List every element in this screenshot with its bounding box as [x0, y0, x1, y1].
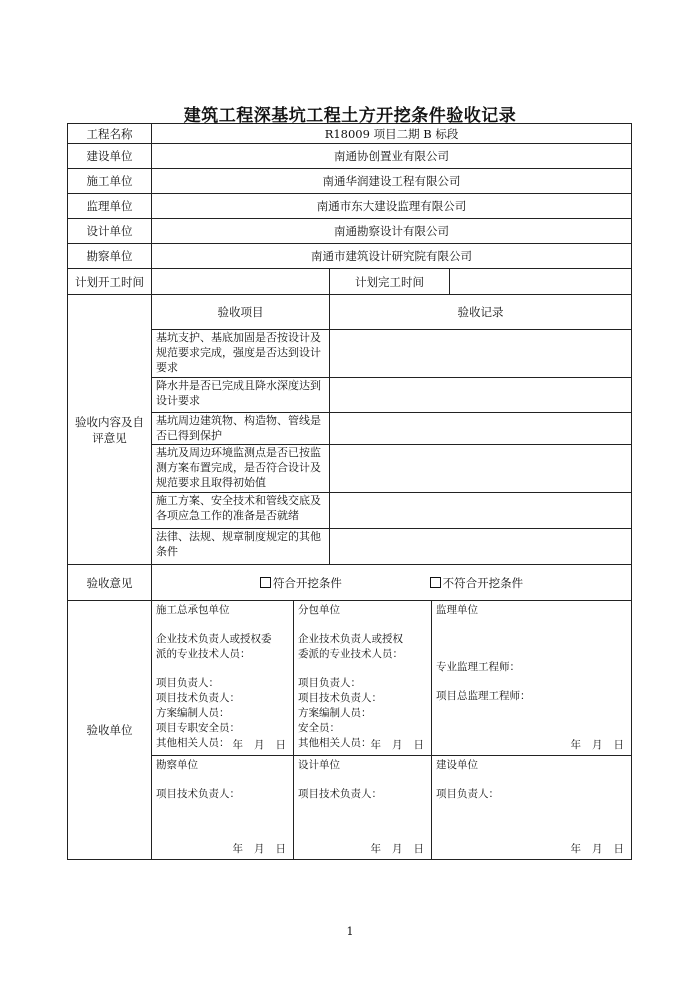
- page-number: 1: [346, 925, 354, 938]
- design-unit-label: 设计单位: [68, 219, 152, 244]
- inspection-row: [68, 413, 632, 445]
- gc-tech-lead-line2: 派的专业技术人员：: [156, 648, 251, 660]
- row-construction-unit: [68, 144, 632, 169]
- gc-safety-officer: 项目专职安全员：: [156, 722, 240, 734]
- date-line: [223, 842, 288, 857]
- inspection-section-label: 验收内容及自评意见: [68, 295, 152, 565]
- inspection-row: [68, 378, 632, 413]
- date-year: 年: [232, 739, 244, 751]
- document-title: 建筑工程深基坑工程土方开挖条件验收记录: [183, 106, 517, 126]
- row-acceptance-upper: [68, 601, 632, 756]
- date-line: [561, 842, 626, 857]
- date-year: 年: [370, 739, 382, 751]
- general-contractor-cell[interactable]: [152, 601, 294, 756]
- sub-tech-lead-line1: 企业技术负责人或授权: [298, 633, 403, 645]
- date-line: [361, 842, 426, 857]
- option-meets-conditions[interactable]: [260, 576, 342, 590]
- construction-unit-label: 建设单位: [68, 144, 152, 169]
- survey-cell[interactable]: [152, 756, 294, 860]
- plan-end-value[interactable]: [450, 269, 632, 295]
- plan-start-value[interactable]: [152, 269, 330, 295]
- row-builder-unit: [68, 169, 632, 194]
- row-project-name: [68, 124, 632, 144]
- date-year: 年: [370, 843, 382, 855]
- inspection-item: 基坑周边建筑物、构造物、管线是否已得到保护: [152, 413, 330, 445]
- date-month: 月: [392, 843, 404, 855]
- date-day: 日: [613, 843, 626, 855]
- gc-other-personnel: 其他相关人员：: [156, 737, 230, 749]
- sub-project-manager: 项目负责人：: [298, 677, 361, 689]
- acceptance-label: 验收单位: [68, 601, 152, 860]
- option-yes-label: 符合开挖条件: [272, 575, 342, 590]
- date-line: [561, 738, 626, 753]
- row-plan-dates: [68, 269, 632, 295]
- supervisor-engineer: 专业监理工程师：: [436, 661, 520, 673]
- date-month: 月: [254, 843, 266, 855]
- option-no-label: 不符合开挖条件: [442, 575, 524, 590]
- inspection-row: [68, 529, 632, 565]
- inspection-item: 基坑及周边环境监测点是否已按监测方案布置完成，是否符合设计及规范要求且取得初始值: [152, 445, 330, 493]
- date-day: 日: [275, 843, 287, 855]
- inspection-row: [68, 493, 632, 529]
- date-month: 月: [254, 739, 266, 751]
- builder-unit-label: 施工单位: [68, 169, 152, 194]
- date-day: 日: [613, 739, 626, 751]
- inspection-item: 施工方案、安全技术和管线交底及各项应急工作的准备是否就绪: [152, 493, 330, 529]
- row-survey-unit: [68, 244, 632, 269]
- design-tech-lead: 项目技术负责人：: [298, 788, 382, 800]
- inspection-record[interactable]: [330, 378, 632, 413]
- inspection-record[interactable]: [330, 445, 632, 493]
- row-opinion: [68, 565, 632, 601]
- checkbox-icon[interactable]: [260, 577, 271, 588]
- construction-unit-value[interactable]: 南通协创置业有限公司: [152, 144, 632, 169]
- gc-project-tech-lead: 项目技术负责人：: [156, 692, 240, 704]
- date-year: 年: [570, 843, 583, 855]
- date-day: 日: [413, 739, 425, 751]
- inspection-record[interactable]: [330, 529, 632, 565]
- plan-start-label: 计划开工时间: [68, 269, 152, 295]
- inspection-item: 基坑支护、基底加固是否按设计及规范要求完成，强度是否达到设计要求: [152, 330, 330, 378]
- opinion-label: 验收意见: [68, 565, 152, 601]
- sub-tech-lead-line2: 委派的专业技术人员：: [298, 648, 403, 660]
- date-month: 月: [592, 739, 604, 751]
- client-title: 建设单位: [436, 759, 478, 771]
- survey-tech-lead: 项目技术负责人：: [156, 788, 240, 800]
- inspection-record[interactable]: [330, 493, 632, 529]
- sub-other-personnel: 其他相关人员：: [298, 737, 372, 749]
- inspection-item: 法律、法规、规章制度规定的其他条件: [152, 529, 330, 565]
- project-name-value[interactable]: R18009 项目二期 B 标段: [152, 124, 632, 144]
- builder-unit-value[interactable]: 南通华润建设工程有限公司: [152, 169, 632, 194]
- gc-project-manager: 项目负责人：: [156, 677, 219, 689]
- supervision-unit-value[interactable]: 南通市东大建设监理有限公司: [152, 194, 632, 219]
- checkbox-icon[interactable]: [430, 577, 441, 588]
- row-acceptance-lower: [68, 756, 632, 860]
- survey-title: 勘察单位: [156, 759, 198, 771]
- date-line: [223, 738, 288, 753]
- row-supervision-unit: [68, 194, 632, 219]
- supervisor-cell[interactable]: [432, 601, 632, 756]
- inspection-record[interactable]: [330, 330, 632, 378]
- supervisor-title: 监理单位: [436, 604, 478, 616]
- survey-unit-label: 勘察单位: [68, 244, 152, 269]
- subcontractor-title: 分包单位: [298, 604, 340, 616]
- project-name-label: 工程名称: [68, 124, 152, 144]
- general-contractor-title: 施工总承包单位: [156, 604, 230, 616]
- acceptance-form: [67, 123, 632, 860]
- inspection-row: [68, 445, 632, 493]
- date-year: 年: [232, 843, 244, 855]
- sub-safety-officer: 安全员：: [298, 722, 340, 734]
- sub-plan-author: 方案编制人员：: [298, 707, 372, 719]
- client-project-manager: 项目负责人：: [436, 788, 499, 800]
- date-line: [361, 738, 426, 753]
- gc-plan-author: 方案编制人员：: [156, 707, 230, 719]
- date-day: 日: [275, 739, 287, 751]
- survey-unit-value[interactable]: 南通市建筑设计研究院有限公司: [152, 244, 632, 269]
- design-title: 设计单位: [298, 759, 340, 771]
- design-unit-value[interactable]: 南通勘察设计有限公司: [152, 219, 632, 244]
- date-month: 月: [392, 739, 404, 751]
- gc-tech-lead-line1: 企业技术负责人或授权委: [156, 633, 272, 645]
- supervisor-chief: 项目总监理工程师：: [436, 690, 531, 702]
- date-day: 日: [413, 843, 425, 855]
- date-month: 月: [592, 843, 604, 855]
- client-cell[interactable]: [432, 756, 632, 860]
- date-year: 年: [570, 739, 583, 751]
- inspection-col-record: 验收记录: [330, 295, 632, 330]
- option-not-meets-conditions[interactable]: [430, 576, 524, 590]
- design-cell[interactable]: [294, 756, 432, 860]
- row-design-unit: [68, 219, 632, 244]
- inspection-record[interactable]: [330, 413, 632, 445]
- inspection-row: [68, 330, 632, 378]
- inspection-col-item: 验收项目: [152, 295, 330, 330]
- subcontractor-cell[interactable]: [294, 601, 432, 756]
- supervision-unit-label: 监理单位: [68, 194, 152, 219]
- sub-project-tech-lead: 项目技术负责人：: [298, 692, 382, 704]
- plan-end-label: 计划完工时间: [330, 269, 450, 295]
- opinion-options: [152, 565, 632, 601]
- inspection-item: 降水井是否已完成且降水深度达到设计要求: [152, 378, 330, 413]
- row-inspection-header: [68, 295, 632, 330]
